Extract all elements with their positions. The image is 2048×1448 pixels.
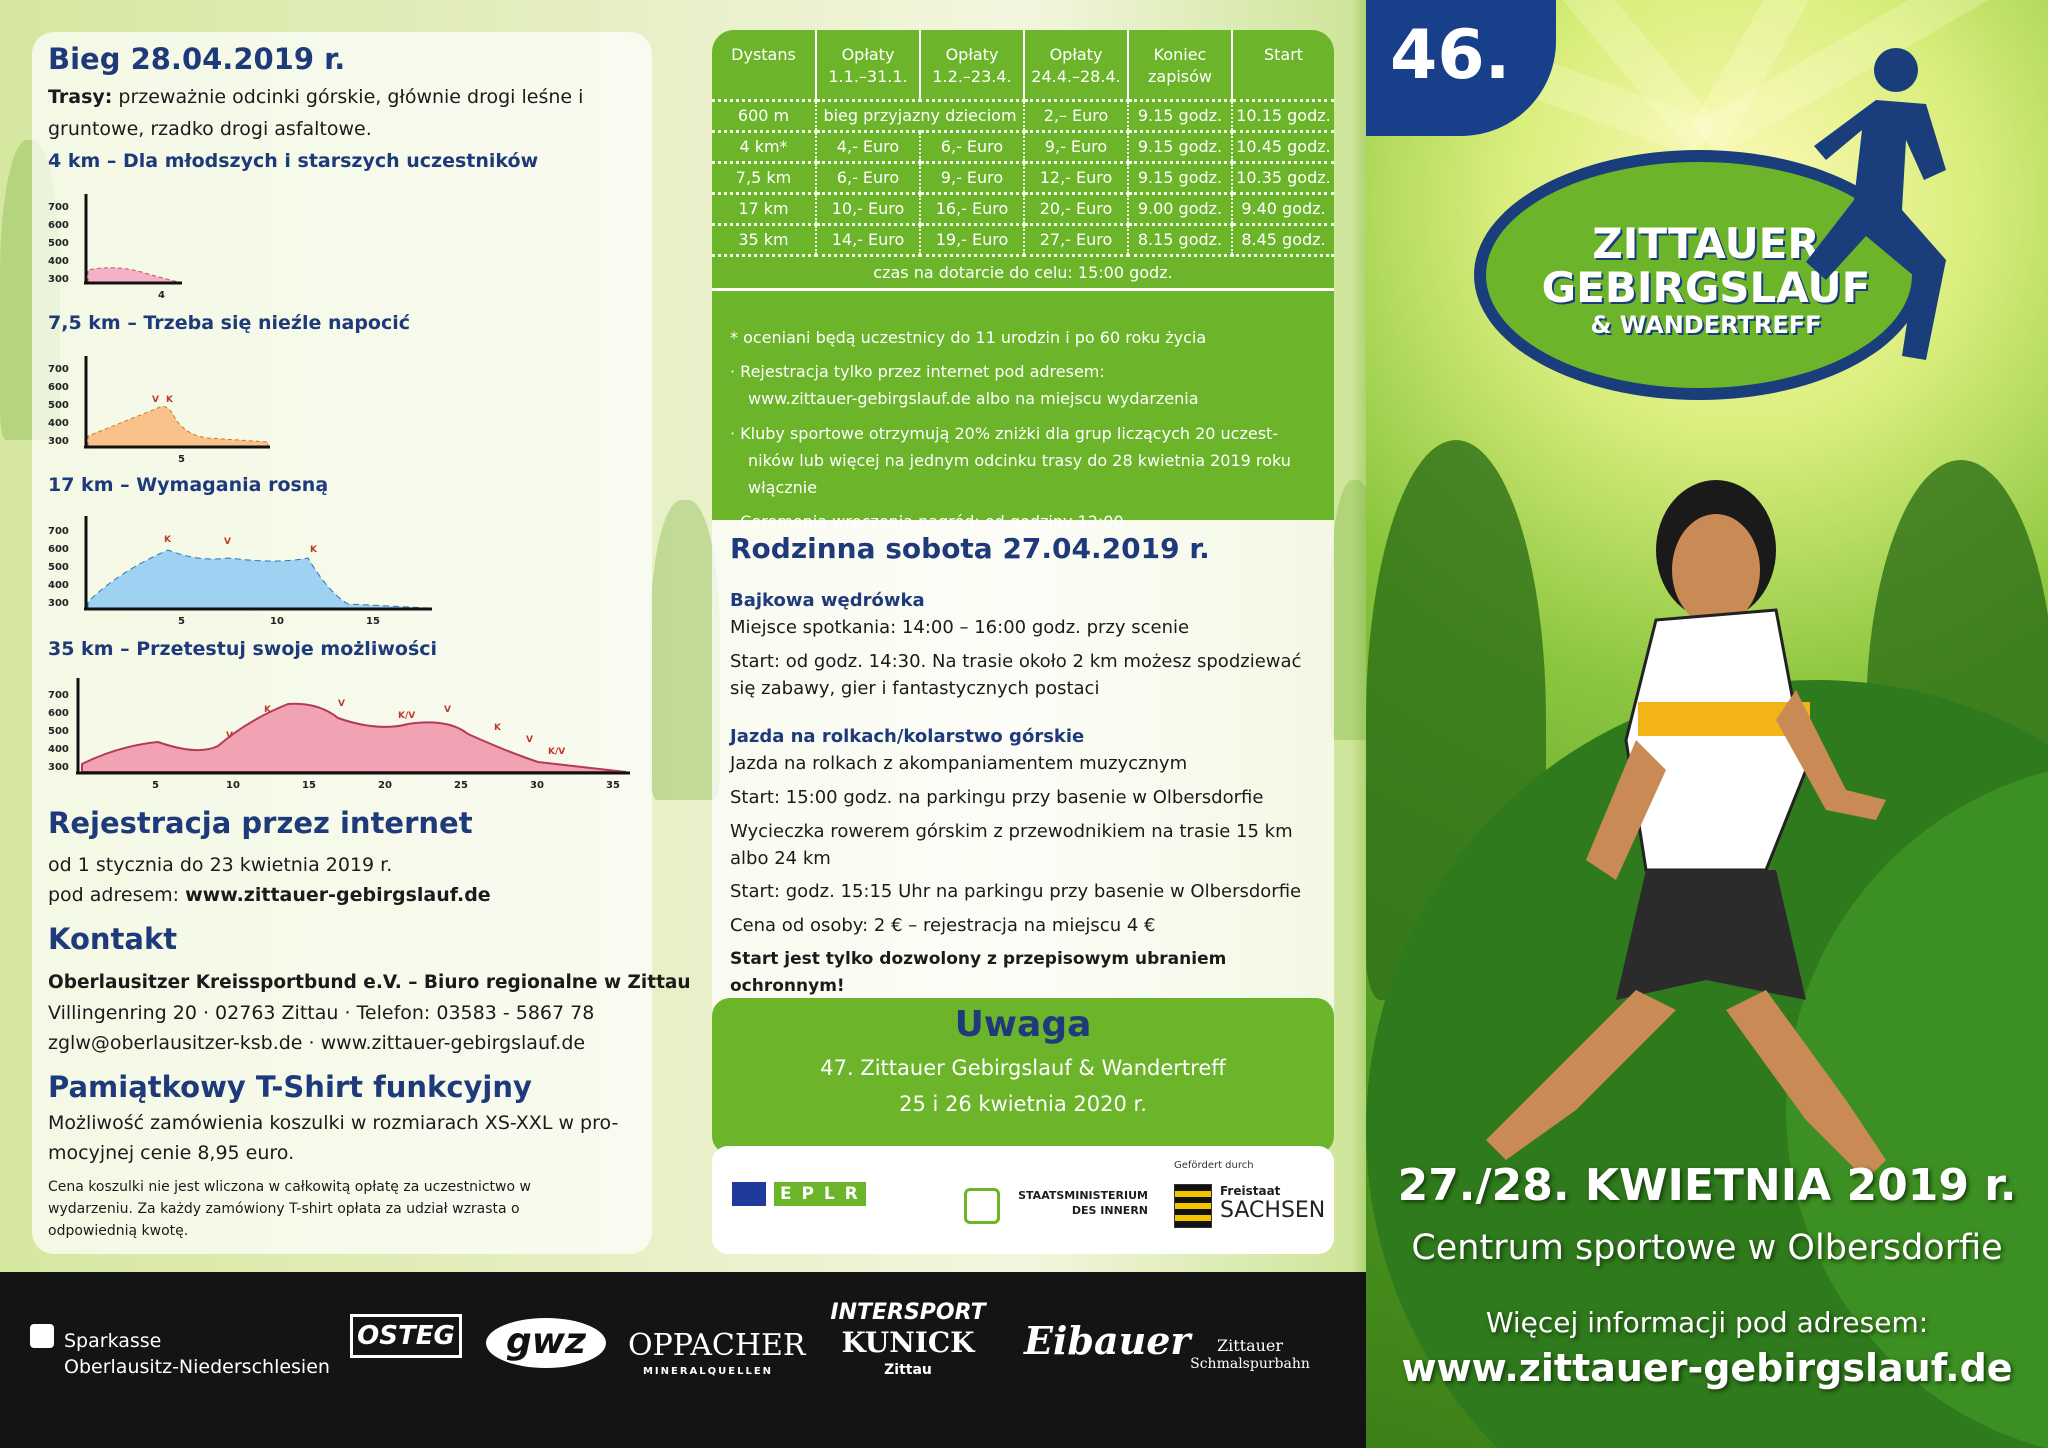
col-header: Start bbox=[1232, 30, 1334, 100]
contact-web: zglw@oberlausitzer-ksb.de · www.zittauer-gebirgslauf.de bbox=[48, 1032, 586, 1054]
svg-text:V: V bbox=[226, 731, 233, 741]
route-title-17km: 17 km – Wymagania rosną bbox=[48, 474, 329, 496]
cell: 10.45 godz. bbox=[1232, 131, 1334, 162]
ytick: 400 bbox=[48, 256, 69, 267]
route-title-4km: 4 km – Dla młodszych i starszych uczestników bbox=[48, 150, 539, 172]
family-line: Start: 15:00 godz. na parkingu przy basenie w Olbersdorfie bbox=[730, 787, 1264, 808]
trasy-label: Trasy: bbox=[48, 86, 113, 108]
family-sub-1: Bajkowa wędrówka bbox=[730, 590, 925, 611]
cell: 9.15 godz. bbox=[1128, 100, 1232, 131]
ytick: 500 bbox=[48, 562, 69, 573]
ytick: 400 bbox=[48, 418, 69, 429]
xtick: 10 bbox=[226, 780, 240, 791]
sponsor-box bbox=[712, 1146, 1334, 1254]
table-row bbox=[712, 224, 1334, 255]
col-header: Opłaty 24.4.–28.4. bbox=[1024, 30, 1128, 100]
cell: bieg przyjazny dzieciom bbox=[816, 100, 1024, 131]
oppacher-sub: MINERALQUELLEN bbox=[642, 1366, 774, 1377]
runner-silhouette-icon bbox=[1806, 40, 1976, 370]
note-1a: · Rejestracja tylko przez internet pod adresem: bbox=[730, 362, 1105, 381]
cell: 35 km bbox=[712, 224, 816, 255]
svg-text:K: K bbox=[264, 705, 271, 715]
cell: 17 km bbox=[712, 193, 816, 224]
cell: 600 m bbox=[712, 100, 816, 131]
svg-text:K: K bbox=[494, 723, 501, 733]
registration-dates: od 1 stycznia do 23 kwietnia 2019 r. bbox=[48, 854, 393, 876]
ytick: 600 bbox=[48, 544, 69, 555]
cell: 4 km* bbox=[712, 131, 816, 162]
schmalspurbahn-line-1: Zittauer bbox=[1216, 1336, 1284, 1355]
xtick: 5 bbox=[178, 454, 185, 465]
svg-text:V: V bbox=[152, 395, 159, 405]
oppacher-logo: OPPACHER bbox=[628, 1328, 806, 1363]
svg-text:K: K bbox=[310, 545, 317, 555]
ytick: 500 bbox=[48, 238, 69, 249]
shirt-note-3: odpowiednią kwotę. bbox=[48, 1223, 189, 1239]
family-line: Cena od osoby: 2 € – rejestracja na miejscu 4 € bbox=[730, 915, 1156, 936]
cell: 19,- Euro bbox=[920, 224, 1024, 255]
finish-time: czas na dotarcie do celu: 15:00 godz. bbox=[712, 255, 1334, 289]
xtick: 10 bbox=[270, 616, 284, 627]
cell: 10.15 godz. bbox=[1232, 100, 1334, 131]
family-sub-2: Jazda na rolkach/kolarstwo górskie bbox=[730, 726, 1085, 747]
col-header: Dystans bbox=[712, 30, 816, 100]
svg-text:V: V bbox=[444, 705, 451, 715]
logo-line-2: GEBIRGSLAUF bbox=[1541, 263, 1871, 312]
fees-box bbox=[712, 30, 1334, 520]
col-header: Koniec zapisów bbox=[1128, 30, 1232, 100]
schmalspurbahn-line-2: Schmalspurbahn bbox=[1190, 1356, 1310, 1372]
event-date: 27./28. KWIETNIA 2019 r. bbox=[1397, 1160, 2017, 1211]
edition-number: 46. bbox=[1390, 16, 1511, 95]
sparkasse-line-1: Sparkasse bbox=[64, 1330, 162, 1352]
xtick: 15 bbox=[302, 780, 316, 791]
event-url-link[interactable]: www.zittauer-gebirgslauf.de bbox=[1401, 1346, 2013, 1390]
zittau-text: Zittau bbox=[884, 1362, 932, 1378]
leader-icon bbox=[964, 1188, 1000, 1224]
family-line: Jazda na rolkach z akompaniamentem muzycznym bbox=[730, 753, 1188, 774]
osteg-logo: OSTEG bbox=[350, 1314, 462, 1358]
svg-text:K: K bbox=[164, 535, 171, 545]
cover-panel bbox=[1366, 0, 2048, 1448]
ytick: 400 bbox=[48, 744, 69, 755]
ministry-text bbox=[1018, 1188, 1148, 1218]
trasy-text-1: przeważnie odcinki górskie, głównie drogi leśne i bbox=[112, 86, 584, 108]
contact-title: Kontakt bbox=[48, 922, 178, 956]
cell: 6,- Euro bbox=[816, 162, 920, 193]
note-2a: · Kluby sportowe otrzymują 20% zniżki dla grup liczących 20 uczest- bbox=[730, 424, 1279, 443]
trasy-text bbox=[48, 82, 583, 112]
note-2c: włącznie bbox=[748, 478, 818, 497]
svg-text:V: V bbox=[338, 699, 345, 709]
svg-text:K/V: K/V bbox=[398, 711, 416, 721]
freistaat-text: Freistaat bbox=[1220, 1184, 1281, 1198]
ytick: 600 bbox=[48, 382, 69, 393]
uwaga-line-2: 25 i 26 kwietnia 2020 r. bbox=[899, 1092, 1147, 1116]
cell: 9.15 godz. bbox=[1128, 162, 1232, 193]
eu-flag-icon bbox=[732, 1182, 766, 1206]
uwaga-title: Uwaga bbox=[954, 1004, 1092, 1045]
sponsor-bar bbox=[0, 1272, 1366, 1448]
ytick: 700 bbox=[48, 202, 69, 213]
ytick: 300 bbox=[48, 762, 69, 773]
note-star: * oceniani będą uczestnicy do 11 urodzin i po 60 roku życia bbox=[730, 328, 1207, 347]
intersport-logo: INTERSPORT bbox=[830, 1300, 986, 1325]
logo-line-1: ZITTAUER bbox=[1592, 219, 1820, 268]
ytick: 600 bbox=[48, 708, 69, 719]
table-header-row bbox=[712, 30, 1334, 100]
cell: 8.45 godz. bbox=[1232, 224, 1334, 255]
cell: 20,- Euro bbox=[1024, 193, 1128, 224]
uwaga-line-1: 47. Zittauer Gebirgslauf & Wandertreff bbox=[820, 1056, 1226, 1080]
ministry-line-1: STAATSMINISTERIUM bbox=[1018, 1189, 1148, 1202]
profile-area bbox=[88, 407, 268, 447]
xtick: 20 bbox=[378, 780, 392, 791]
svg-text:V: V bbox=[224, 537, 231, 547]
svg-text:K/V: K/V bbox=[548, 747, 566, 757]
registration-address bbox=[48, 880, 491, 910]
cell: 4,- Euro bbox=[816, 131, 920, 162]
table-row bbox=[712, 193, 1334, 224]
cell: 16,- Euro bbox=[920, 193, 1024, 224]
family-line: Miejsce spotkania: 14:00 – 16:00 godz. przy scenie bbox=[730, 617, 1190, 638]
gefoerdert-text: Gefördert durch bbox=[1174, 1160, 1254, 1171]
event-venue: Centrum sportowe w Olbersdorfie bbox=[1411, 1228, 2003, 1268]
shirt-text-2: mocyjnej cenie 8,95 euro. bbox=[48, 1142, 295, 1164]
ministry-line-2: DES INNERN bbox=[1071, 1204, 1148, 1217]
cell: 9.00 godz. bbox=[1128, 193, 1232, 224]
sachsen-text: SACHSEN bbox=[1220, 1198, 1326, 1223]
family-line: Start: godz. 15:15 Uhr na parkingu przy basenie w Olbersdorfie bbox=[730, 881, 1302, 902]
svg-text:V: V bbox=[526, 735, 533, 745]
profile-4km bbox=[48, 186, 248, 304]
cell: 9,- Euro bbox=[1024, 131, 1128, 162]
table-row bbox=[712, 162, 1334, 193]
svg-text:K: K bbox=[166, 395, 173, 405]
shirt-text-1: Możliwość zamówienia koszulki w rozmiarach XS-XXL w pro- bbox=[48, 1112, 619, 1134]
xtick: 5 bbox=[152, 780, 159, 791]
ytick: 400 bbox=[48, 580, 69, 591]
col-header: Opłaty 1.1.–31.1. bbox=[816, 30, 920, 100]
table-row bbox=[712, 255, 1334, 289]
ytick: 300 bbox=[48, 598, 69, 609]
xtick: 30 bbox=[530, 780, 544, 791]
ytick: 300 bbox=[48, 274, 69, 285]
xtick: 25 bbox=[454, 780, 468, 791]
tree-decoration bbox=[650, 500, 720, 800]
note-2b: ników lub więcej na jednym odcinku trasy do 28 kwietnia 2019 roku bbox=[748, 451, 1291, 470]
cell: 27,- Euro bbox=[1024, 224, 1128, 255]
ytick: 300 bbox=[48, 436, 69, 447]
eibauer-logo: Eibauer bbox=[1024, 1318, 1191, 1363]
ytick: 700 bbox=[48, 690, 69, 701]
family-line: Wycieczka rowerem górskim z przewodnikiem na trasie 15 km bbox=[730, 821, 1293, 842]
registration-title: Rejestracja przez internet bbox=[48, 806, 473, 840]
profile-35km bbox=[48, 676, 638, 794]
kunick-logo: KUNICK bbox=[841, 1326, 975, 1359]
family-line: się zabawy, gier i fantastycznych postaci bbox=[730, 678, 1100, 699]
registration-url-link[interactable]: www.zittauer-gebirgslauf.de bbox=[185, 884, 491, 906]
ytick: 700 bbox=[48, 364, 69, 375]
sparkasse-line-2: Oberlausitz-Niederschlesien bbox=[64, 1356, 330, 1378]
fees-table bbox=[712, 30, 1334, 291]
saxony-crest-icon bbox=[1174, 1184, 1212, 1228]
family-line: Start: od godz. 14:30. Na trasie około 2 km możesz spodziewać bbox=[730, 651, 1302, 672]
route-title-35km: 35 km – Przetestuj swoje możliwości bbox=[48, 638, 438, 660]
xtick: 4 bbox=[158, 290, 165, 301]
profile-area bbox=[82, 704, 626, 772]
col-header: Opłaty 1.2.–23.4. bbox=[920, 30, 1024, 100]
sparkasse-icon bbox=[30, 1324, 54, 1348]
route-title-7km: 7,5 km – Trzeba się nieźle napocić bbox=[48, 312, 411, 334]
table-row bbox=[712, 100, 1334, 131]
family-line: albo 24 km bbox=[730, 848, 831, 869]
gwz-logo: gwz bbox=[486, 1318, 606, 1368]
ytick: 500 bbox=[48, 726, 69, 737]
family-line: Start jest tylko dozwolony z przepisowym ubraniem ochronnym! bbox=[730, 949, 1227, 996]
middle-panel bbox=[712, 30, 1334, 1254]
registration-prefix: pod adresem: bbox=[48, 884, 186, 906]
cell: 9.40 godz. bbox=[1232, 193, 1334, 224]
eplr-logo: E P L R bbox=[774, 1182, 866, 1206]
cell: 6,- Euro bbox=[920, 131, 1024, 162]
contact-address: Villingenring 20 · 02763 Zittau · Telefon: 03583 - 5867 78 bbox=[48, 1002, 595, 1024]
cell: 12,- Euro bbox=[1024, 162, 1128, 193]
ytick: 700 bbox=[48, 526, 69, 537]
family-title: Rodzinna sobota 27.04.2019 r. bbox=[730, 532, 1210, 565]
shirt-note-1: Cena koszulki nie jest wliczona w całkowitą opłatę za uczestnictwo w bbox=[48, 1179, 531, 1195]
trasy-text-2: gruntowe, rzadko drogi asfaltowe. bbox=[48, 118, 372, 140]
xtick: 5 bbox=[178, 616, 185, 627]
cell: 2,– Euro bbox=[1024, 100, 1128, 131]
shirt-title: Pamiątkowy T-Shirt funkcyjny bbox=[48, 1070, 532, 1104]
cell: 10,- Euro bbox=[816, 193, 920, 224]
profile-17km bbox=[48, 512, 438, 630]
cell: 10.35 godz. bbox=[1232, 162, 1334, 193]
cell: 9,- Euro bbox=[920, 162, 1024, 193]
table-row bbox=[712, 131, 1334, 162]
cell: 14,- Euro bbox=[816, 224, 920, 255]
shirt-note-2: wydarzeniu. Za każdy zamówiony T-shirt opłata za udział wzrasta o bbox=[48, 1201, 520, 1217]
profile-area bbox=[88, 268, 178, 282]
profile-area bbox=[88, 550, 428, 608]
runner-illustration-icon bbox=[1466, 440, 1936, 1200]
xtick: 35 bbox=[606, 780, 620, 791]
xtick: 15 bbox=[366, 616, 380, 627]
note-1b[interactable]: www.zittauer-gebirgslauf.de albo na miejscu wydarzenia bbox=[748, 389, 1199, 408]
ytick: 600 bbox=[48, 220, 69, 231]
cell: 9.15 godz. bbox=[1128, 131, 1232, 162]
contact-org: Oberlausitzer Kreissportbund e.V. – Biuro regionalne w Zittau bbox=[48, 972, 691, 993]
profile-7km bbox=[48, 350, 288, 468]
logo-line-3: & WANDERTREFF bbox=[1590, 311, 1822, 339]
race-title: Bieg 28.04.2019 r. bbox=[48, 42, 346, 76]
ytick: 500 bbox=[48, 400, 69, 411]
uwaga-box bbox=[712, 998, 1334, 1154]
cell: 7,5 km bbox=[712, 162, 816, 193]
more-info-text: Więcej informacji pod adresem: bbox=[1485, 1306, 1929, 1339]
cell: 8.15 godz. bbox=[1128, 224, 1232, 255]
